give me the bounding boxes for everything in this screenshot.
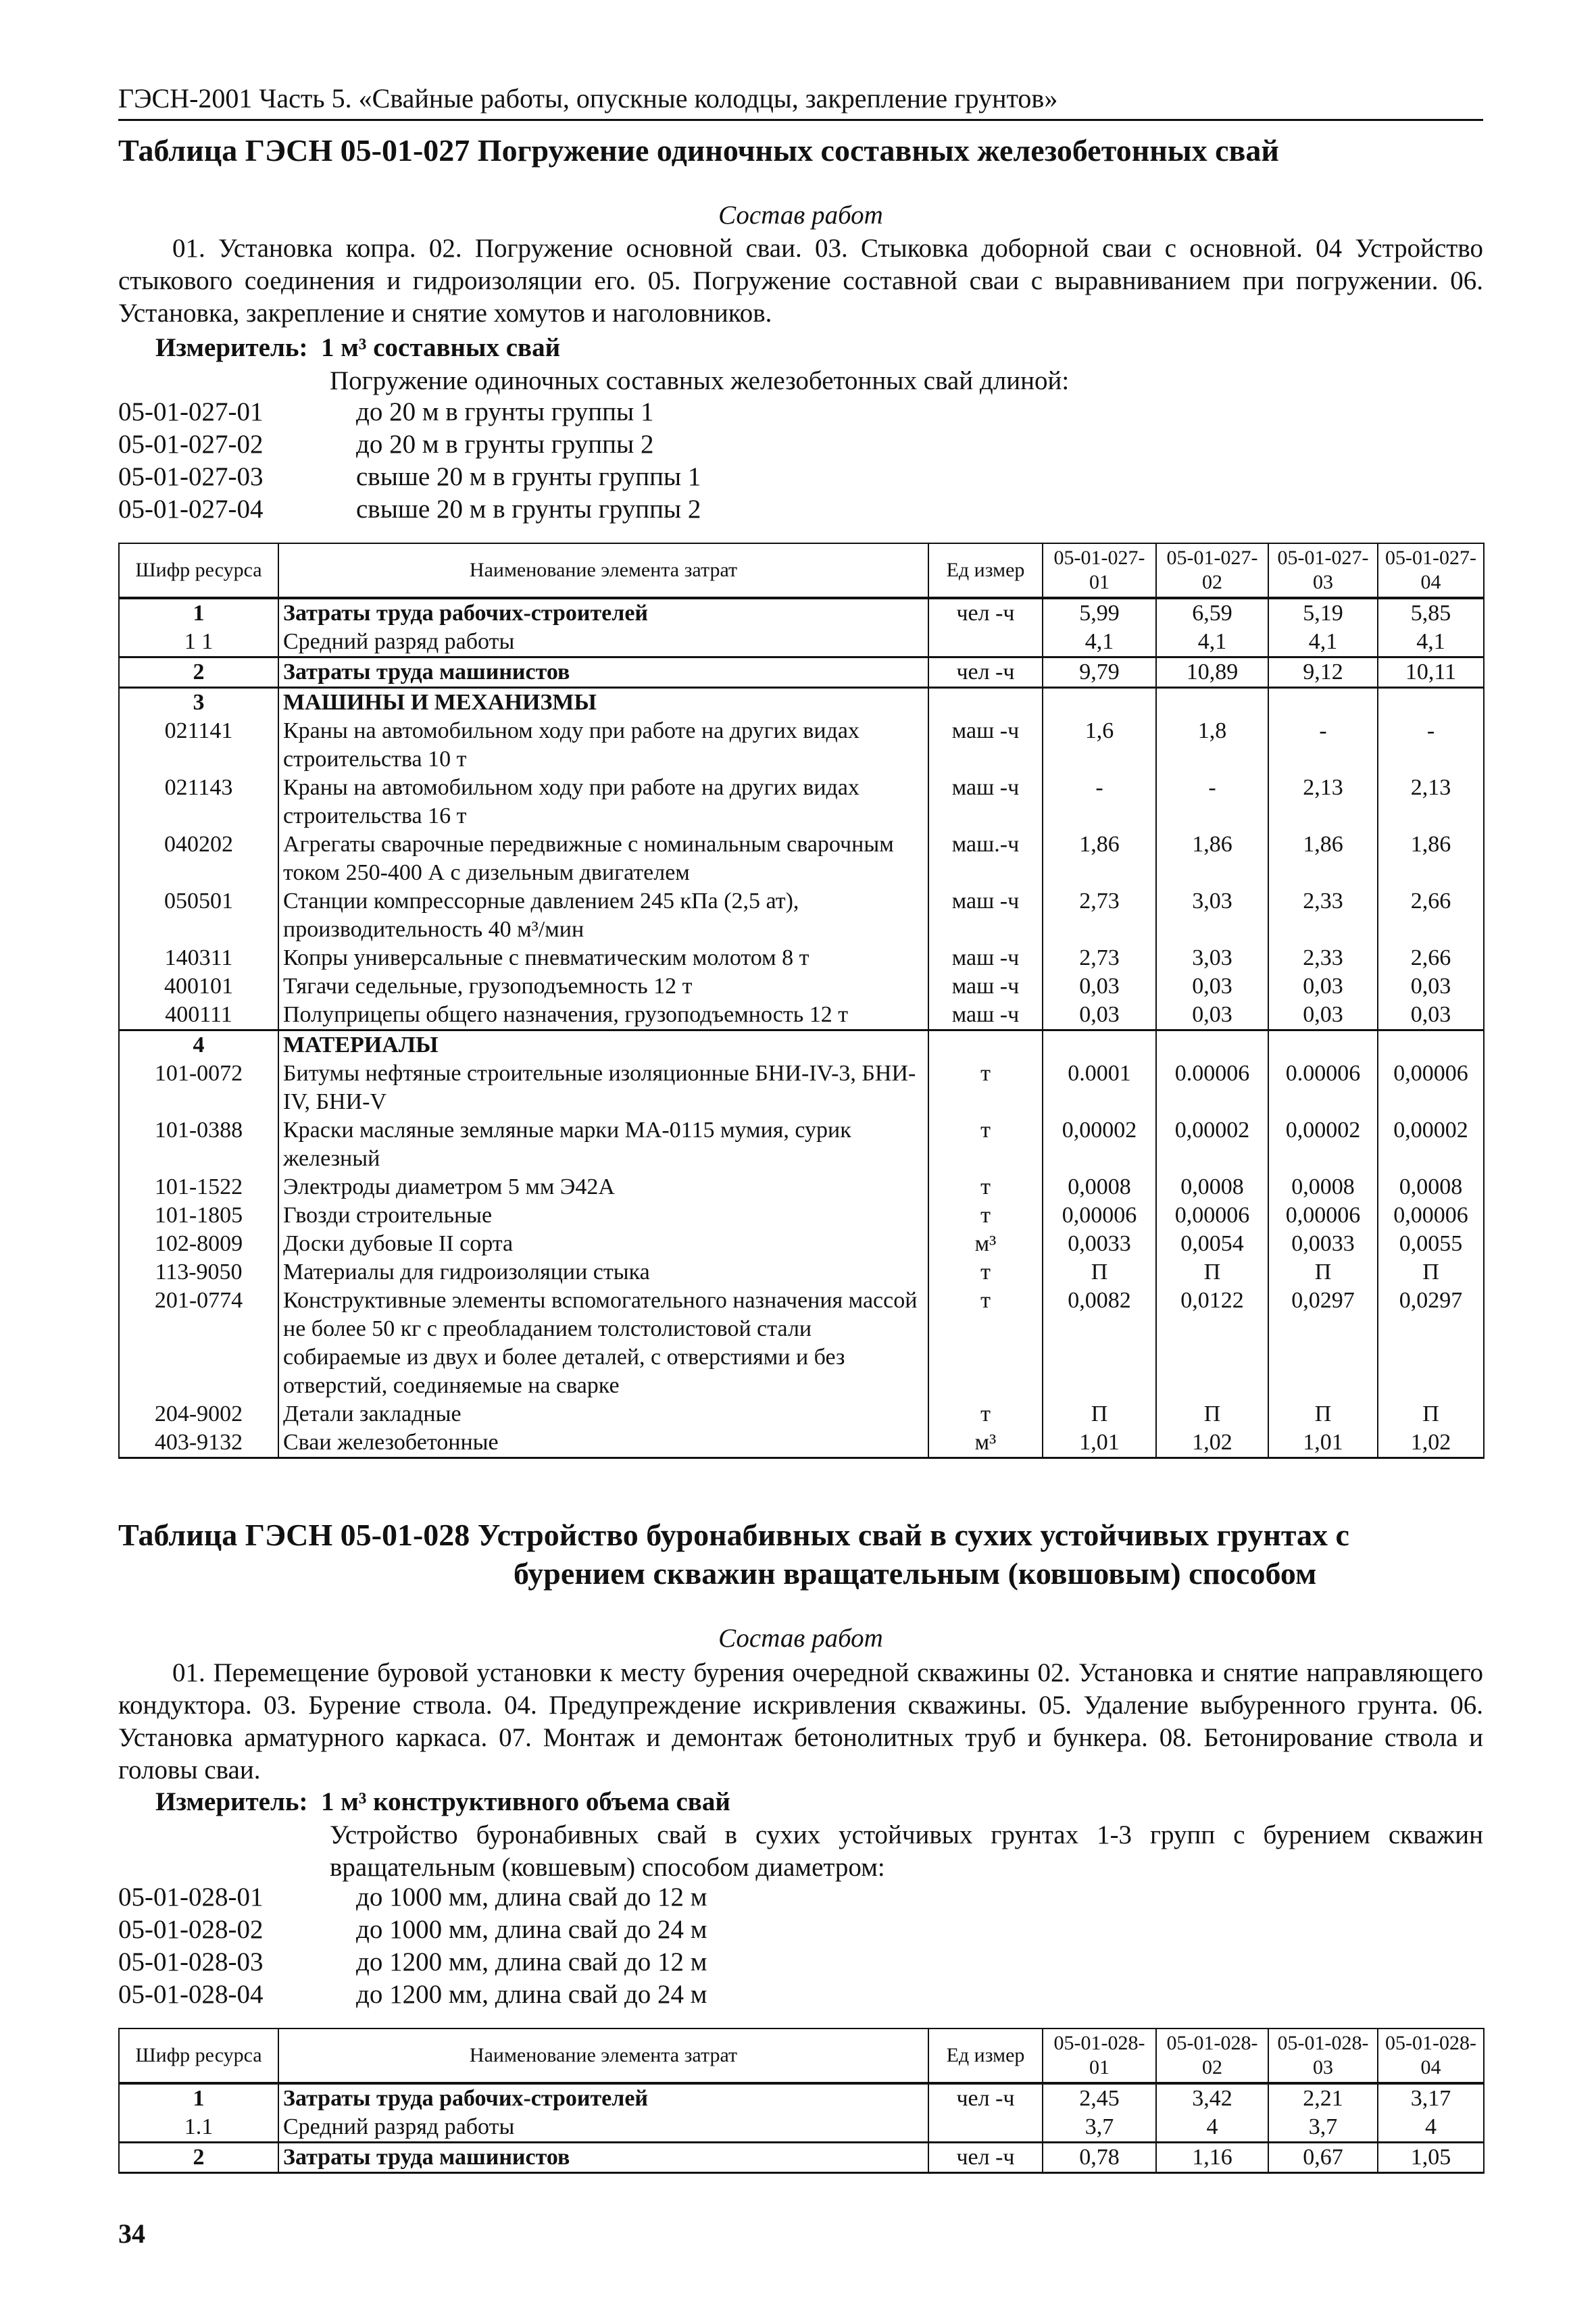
table-row xyxy=(119,1030,1484,1060)
table-row xyxy=(119,830,1484,887)
norm-value: 2,13 xyxy=(1268,774,1378,830)
resource-code: 102-8009 xyxy=(119,1230,278,1258)
table-row xyxy=(119,2083,1484,2113)
norm-value: 0,00006 xyxy=(1378,1201,1484,1230)
norm-value: 1,86 xyxy=(1268,830,1378,887)
code-list-item xyxy=(118,1881,707,1914)
table-row xyxy=(119,2143,1484,2173)
norm-value: 3,03 xyxy=(1156,944,1268,972)
column-header: Шифр ресурса xyxy=(119,543,278,598)
norm-value: 0,00002 xyxy=(1156,1116,1268,1173)
unit-of-measure: т xyxy=(928,1173,1043,1201)
norm-value: 0,00006 xyxy=(1043,1201,1156,1230)
norm-code: 05-01-028-02 xyxy=(118,1915,264,1944)
norm-value: 0,03 xyxy=(1156,1001,1268,1030)
norm-value: 1,05 xyxy=(1378,2143,1484,2173)
measure-value: 1 м³ составных свай xyxy=(320,333,561,362)
norm-code: 05-01-028-01 xyxy=(118,1883,264,1912)
norm-value: 0,00006 xyxy=(1268,1201,1378,1230)
resource-code: 4 xyxy=(119,1030,278,1060)
resource-name: Детали закладные xyxy=(278,1400,928,1428)
resource-name: Затраты труда машинистов xyxy=(278,657,928,688)
norm-value: 2,33 xyxy=(1268,887,1378,944)
table1-lead: Погружение одиночных составных железобетонных свай длиной: xyxy=(330,366,1070,395)
norm-value: 2,73 xyxy=(1043,944,1156,972)
norm-value: 1,6 xyxy=(1043,717,1156,774)
norm-value: П xyxy=(1268,1400,1378,1428)
norm-description: до 1000 мм, длина свай до 24 м xyxy=(356,1915,707,1944)
table2-work-text xyxy=(118,1657,1483,1787)
norm-value: 5,19 xyxy=(1268,598,1378,628)
norm-value: 0,67 xyxy=(1268,2143,1378,2173)
resource-code: 1.1 xyxy=(119,2113,278,2143)
table-header-row xyxy=(119,2028,1484,2083)
unit-of-measure: т xyxy=(928,1400,1043,1428)
norm-value: 0,0008 xyxy=(1043,1173,1156,1201)
norm-value: 1,8 xyxy=(1156,717,1268,774)
table1-title: Таблица ГЭСН 05-01-027 Погружение одиночных составных железобетонных свай xyxy=(118,133,1279,168)
norm-value: 1,86 xyxy=(1378,830,1484,887)
unit-of-measure: маш -ч xyxy=(928,1001,1043,1030)
resource-name: МАШИНЫ И МЕХАНИЗМЫ xyxy=(278,688,928,718)
table-row xyxy=(119,1201,1484,1230)
norm-value: 3,7 xyxy=(1268,2113,1378,2143)
resource-code: 101-1522 xyxy=(119,1173,278,1201)
table-row xyxy=(119,1428,1484,1458)
resource-name: Краны на автомобильном ходу при работе на других видах строительства 10 т xyxy=(278,717,928,774)
norm-value: 0,0008 xyxy=(1378,1173,1484,1201)
table-row xyxy=(119,688,1484,718)
code-list-item xyxy=(118,1978,707,2011)
norm-value: П xyxy=(1043,1400,1156,1428)
norm-value xyxy=(1156,1030,1268,1060)
norm-value: 0,0033 xyxy=(1268,1230,1378,1258)
column-header: 05-01-028-04 xyxy=(1378,2028,1484,2083)
unit-of-measure: т xyxy=(928,1258,1043,1287)
unit-of-measure: маш -ч xyxy=(928,887,1043,944)
norm-value: 2,66 xyxy=(1378,887,1484,944)
unit-of-measure: чел -ч xyxy=(928,657,1043,688)
norm-value: П xyxy=(1156,1400,1268,1428)
resource-name: Полуприцепы общего назначения, грузоподъемность 12 т xyxy=(278,1001,928,1030)
norm-value: 1,01 xyxy=(1268,1428,1378,1458)
unit-of-measure: т xyxy=(928,1287,1043,1400)
norm-value: П xyxy=(1268,1258,1378,1287)
table-row xyxy=(119,598,1484,628)
norm-value xyxy=(1378,1030,1484,1060)
norm-value: - xyxy=(1378,717,1484,774)
norm-description: свыше 20 м в грунты группы 2 xyxy=(356,495,701,524)
table-row xyxy=(119,1230,1484,1258)
unit-of-measure xyxy=(928,1030,1043,1060)
norm-value: 6,59 xyxy=(1156,598,1268,628)
column-header: 05-01-027-01 xyxy=(1043,543,1156,598)
norm-value: 0,0297 xyxy=(1378,1287,1484,1400)
unit-of-measure xyxy=(928,2113,1043,2143)
resource-code: 021143 xyxy=(119,774,278,830)
norm-value: 0,03 xyxy=(1156,972,1268,1001)
column-header: Наименование элемента затрат xyxy=(278,2028,928,2083)
norm-value: 0,03 xyxy=(1268,972,1378,1001)
unit-of-measure: м³ xyxy=(928,1230,1043,1258)
norm-value: 1,86 xyxy=(1043,830,1156,887)
unit-of-measure: т xyxy=(928,1060,1043,1116)
resource-name: Средний разряд работы xyxy=(278,628,928,657)
norm-value: 0,0082 xyxy=(1043,1287,1156,1400)
norm-value: 5,99 xyxy=(1043,598,1156,628)
norm-value: 0,00006 xyxy=(1378,1060,1484,1116)
table1-work-text xyxy=(118,232,1483,330)
norm-code: 05-01-027-04 xyxy=(118,495,264,524)
unit-of-measure: маш -ч xyxy=(928,944,1043,972)
norm-value: П xyxy=(1043,1258,1156,1287)
table1-work-heading: Состав работ xyxy=(718,201,883,230)
resource-name: Гвозди строительные xyxy=(278,1201,928,1230)
norm-value: П xyxy=(1156,1258,1268,1287)
norm-value xyxy=(1043,688,1156,718)
table-row xyxy=(119,628,1484,657)
norm-code: 05-01-027-03 xyxy=(118,462,264,491)
norm-value: 0,00002 xyxy=(1043,1116,1156,1173)
table2-code-list xyxy=(118,1881,707,2011)
column-header: Ед измер xyxy=(928,543,1043,598)
norm-value xyxy=(1156,688,1268,718)
norm-value: 2,45 xyxy=(1043,2083,1156,2113)
resource-code: 113-9050 xyxy=(119,1258,278,1287)
table-row xyxy=(119,1173,1484,1201)
resource-code: 1 xyxy=(119,2083,278,2113)
resource-name: Краны на автомобильном ходу при работе на других видах строительства 16 т xyxy=(278,774,928,830)
resource-name: Тягачи седельные, грузоподъемность 12 т xyxy=(278,972,928,1001)
norm-value: 4,1 xyxy=(1268,628,1378,657)
code-list-item xyxy=(118,1946,707,1978)
unit-of-measure: чел -ч xyxy=(928,2143,1043,2173)
resource-name: Средний разряд работы xyxy=(278,2113,928,2143)
norm-value: 0,03 xyxy=(1268,1001,1378,1030)
norm-value: 4 xyxy=(1156,2113,1268,2143)
resource-code: 3 xyxy=(119,688,278,718)
norm-value: 0,0122 xyxy=(1156,1287,1268,1400)
unit-of-measure: чел -ч xyxy=(928,598,1043,628)
column-header: 05-01-027-03 xyxy=(1268,543,1378,598)
resource-name: Станции компрессорные давлением 245 кПа (2,5 ат), производительность 40 м³/мин xyxy=(278,887,928,944)
norm-description: свыше 20 м в грунты группы 1 xyxy=(356,462,701,491)
norm-value: 2,66 xyxy=(1378,944,1484,972)
resource-name: Затраты труда рабочих-строителей xyxy=(278,598,928,628)
unit-of-measure: маш -ч xyxy=(928,717,1043,774)
resource-code: 101-1805 xyxy=(119,1201,278,1230)
table-row xyxy=(119,2113,1484,2143)
resource-code: 1 1 xyxy=(119,628,278,657)
table1-resources xyxy=(118,543,1485,1459)
norm-value: 0,0033 xyxy=(1043,1230,1156,1258)
resource-name: Электроды диаметром 5 мм Э42А xyxy=(278,1173,928,1201)
norm-value: 0,0055 xyxy=(1378,1230,1484,1258)
resource-code: 204-9002 xyxy=(119,1400,278,1428)
norm-value: 3,17 xyxy=(1378,2083,1484,2113)
norm-value: 0,00002 xyxy=(1378,1116,1484,1173)
norm-value: 0,0297 xyxy=(1268,1287,1378,1400)
resource-code: 201-0774 xyxy=(119,1287,278,1400)
column-header: 05-01-028-03 xyxy=(1268,2028,1378,2083)
resource-code: 040202 xyxy=(119,830,278,887)
resource-name: Доски дубовые II сорта xyxy=(278,1230,928,1258)
norm-value: 0,03 xyxy=(1043,972,1156,1001)
resource-code: 400111 xyxy=(119,1001,278,1030)
unit-of-measure: м³ xyxy=(928,1428,1043,1458)
code-list-item xyxy=(118,1914,707,1946)
table-row xyxy=(119,944,1484,972)
resource-code: 2 xyxy=(119,2143,278,2173)
table-row xyxy=(119,774,1484,830)
unit-of-measure: маш.-ч xyxy=(928,830,1043,887)
resource-code: 101-0388 xyxy=(119,1116,278,1173)
norm-value: 4,1 xyxy=(1043,628,1156,657)
table-row xyxy=(119,1400,1484,1428)
norm-value: - xyxy=(1043,774,1156,830)
column-header: Ед измер xyxy=(928,2028,1043,2083)
norm-value: 9,79 xyxy=(1043,657,1156,688)
norm-code: 05-01-027-01 xyxy=(118,397,264,426)
unit-of-measure xyxy=(928,628,1043,657)
norm-description: до 1200 мм, длина свай до 12 м xyxy=(356,1947,707,1976)
column-header: 05-01-028-02 xyxy=(1156,2028,1268,2083)
resource-name: Битумы нефтяные строительные изоляционные БНИ-IV-3, БНИ-IV, БНИ-V xyxy=(278,1060,928,1116)
measure-value: 1 м³ конструктивного объема свай xyxy=(320,1787,730,1816)
norm-value: - xyxy=(1268,717,1378,774)
column-header: 05-01-027-04 xyxy=(1378,543,1484,598)
norm-description: до 1000 мм, длина свай до 12 м xyxy=(356,1883,707,1912)
table1-code-list xyxy=(118,396,701,526)
norm-value: 3,7 xyxy=(1043,2113,1156,2143)
norm-value: 4 xyxy=(1378,2113,1484,2143)
norm-value: 2,13 xyxy=(1378,774,1484,830)
norm-value xyxy=(1268,1030,1378,1060)
norm-value: 0.00006 xyxy=(1268,1060,1378,1116)
unit-of-measure: маш -ч xyxy=(928,774,1043,830)
measure-label: Измеритель: xyxy=(155,333,308,362)
norm-value: 0.00006 xyxy=(1156,1060,1268,1116)
resource-name: Конструктивные элементы вспомогательного назначения массой не более 50 кг с преобладанием толстолистовой стали собираемые из двух и более деталей, с отверстиями и без отверстий, соединяемые на сварке xyxy=(278,1287,928,1400)
column-header: 05-01-028-01 xyxy=(1043,2028,1156,2083)
resource-code: 1 xyxy=(119,598,278,628)
norm-value: 0,0008 xyxy=(1156,1173,1268,1201)
measure-label: Измеритель: xyxy=(155,1787,308,1816)
resource-name: Агрегаты сварочные передвижные с номинальным сварочным током 250-400 А с дизельным двигателем xyxy=(278,830,928,887)
column-header: Наименование элемента затрат xyxy=(278,543,928,598)
norm-value: 0,00002 xyxy=(1268,1116,1378,1173)
table-row xyxy=(119,717,1484,774)
resource-name: Затраты труда машинистов xyxy=(278,2143,928,2173)
norm-code: 05-01-028-03 xyxy=(118,1947,264,1976)
norm-value: - xyxy=(1156,774,1268,830)
running-header: ГЭСН-2001 Часть 5. «Свайные работы, опускные колодцы, закрепление грунтов» xyxy=(118,83,1058,114)
resource-name: Материалы для гидроизоляции стыка xyxy=(278,1258,928,1287)
norm-value xyxy=(1043,1030,1156,1060)
resource-name: Сваи железобетонные xyxy=(278,1428,928,1458)
norm-value: 1,86 xyxy=(1156,830,1268,887)
norm-value: 0,03 xyxy=(1378,972,1484,1001)
norm-value: 0,03 xyxy=(1378,1001,1484,1030)
column-header: Шифр ресурса xyxy=(119,2028,278,2083)
norm-value: 0,00006 xyxy=(1156,1201,1268,1230)
table-row xyxy=(119,1116,1484,1173)
norm-value: 4,1 xyxy=(1156,628,1268,657)
resource-code: 403-9132 xyxy=(119,1428,278,1458)
norm-value: 10,89 xyxy=(1156,657,1268,688)
norm-value: 0.0001 xyxy=(1043,1060,1156,1116)
table2-title-line1: Таблица ГЭСН 05-01-028 Устройство буронабивных свай в сухих устойчивых грунтах с xyxy=(118,1518,1349,1552)
page-number: 34 xyxy=(118,2218,145,2249)
norm-value: 0,78 xyxy=(1043,2143,1156,2173)
norm-value: 1,02 xyxy=(1156,1428,1268,1458)
norm-value xyxy=(1378,688,1484,718)
table2-lead: Устройство буронабивных свай в сухих устойчивых грунтах 1-3 групп с бурением скважин вращательным (ковшевым) способом диаметром: xyxy=(330,1820,1483,1882)
norm-value xyxy=(1268,688,1378,718)
norm-code: 05-01-027-02 xyxy=(118,430,264,459)
resource-name: МАТЕРИАЛЫ xyxy=(278,1030,928,1060)
resource-code: 2 xyxy=(119,657,278,688)
norm-value: 9,12 xyxy=(1268,657,1378,688)
table2-work-heading: Состав работ xyxy=(718,1624,883,1653)
resource-code: 021141 xyxy=(119,717,278,774)
table-row xyxy=(119,1287,1484,1400)
code-list-item xyxy=(118,396,701,428)
norm-value: 4,1 xyxy=(1378,628,1484,657)
table-row xyxy=(119,887,1484,944)
norm-value: П xyxy=(1378,1400,1484,1428)
norm-value: 0,03 xyxy=(1043,1001,1156,1030)
table2-resources xyxy=(118,2028,1485,2174)
norm-code: 05-01-028-04 xyxy=(118,1980,264,2009)
norm-value: 2,21 xyxy=(1268,2083,1378,2113)
norm-value: 3,42 xyxy=(1156,2083,1268,2113)
norm-description: до 20 м в грунты группы 2 xyxy=(356,430,654,459)
code-list-item xyxy=(118,461,701,493)
work-text: 01. Установка копра. 02. Погружение основной сваи. 03. Стыковка доборной сваи с основной. 04 Устройство стыкового соединения и гидроизоляции его. 05. Погружение составной сваи с выравниванием при погружении. 06. Установка, закрепление и снятие хомутов и наголовников. xyxy=(118,234,1483,328)
norm-description: до 20 м в грунты группы 1 xyxy=(356,397,654,426)
resource-name: Копры универсальные с пневматическим молотом 8 т xyxy=(278,944,928,972)
header-divider xyxy=(118,119,1483,121)
norm-value: 5,85 xyxy=(1378,598,1484,628)
code-list-item xyxy=(118,428,701,461)
resource-code: 400101 xyxy=(119,972,278,1001)
unit-of-measure xyxy=(928,688,1043,718)
table-header-row xyxy=(119,543,1484,598)
table-row xyxy=(119,1001,1484,1030)
norm-value: 10,11 xyxy=(1378,657,1484,688)
unit-of-measure: т xyxy=(928,1201,1043,1230)
code-list-item xyxy=(118,493,701,526)
work-text: 01. Перемещение буровой установки к месту бурения очередной скважины 02. Установка и снятие направляющего кондуктора. 03. Бурение ствола. 04. Предупреждение искривления скважины. 05. Удаление выбуренного грунта. 06. Установка арматурного каркаса. 07. Монтаж и демонтаж бетонолитных труб и бункера. 08. Бетонирование ствола и головы сваи. xyxy=(118,1658,1483,1785)
table2-measure xyxy=(155,1787,730,1817)
unit-of-measure: маш -ч xyxy=(928,972,1043,1001)
table-row xyxy=(119,657,1484,688)
table1-measure xyxy=(155,332,560,363)
norm-value: 0,0054 xyxy=(1156,1230,1268,1258)
unit-of-measure: чел -ч xyxy=(928,2083,1043,2113)
column-header: 05-01-027-02 xyxy=(1156,543,1268,598)
norm-value: 1,01 xyxy=(1043,1428,1156,1458)
table-row xyxy=(119,972,1484,1001)
norm-value: 2,33 xyxy=(1268,944,1378,972)
norm-value: 0,0008 xyxy=(1268,1173,1378,1201)
resource-code: 140311 xyxy=(119,944,278,972)
resource-code: 101-0072 xyxy=(119,1060,278,1116)
norm-value: П xyxy=(1378,1258,1484,1287)
table-row xyxy=(119,1060,1484,1116)
unit-of-measure: т xyxy=(928,1116,1043,1173)
norm-value: 1,16 xyxy=(1156,2143,1268,2173)
norm-value: 3,03 xyxy=(1156,887,1268,944)
norm-description: до 1200 мм, длина свай до 24 м xyxy=(356,1980,707,2009)
norm-value: 1,02 xyxy=(1378,1428,1484,1458)
table2-title-line2: бурением скважин вращательным (ковшовым) способом xyxy=(514,1556,1317,1591)
table-row xyxy=(119,1258,1484,1287)
norm-value: 2,73 xyxy=(1043,887,1156,944)
resource-name: Краски масляные земляные марки МА-0115 мумия, сурик железный xyxy=(278,1116,928,1173)
resource-name: Затраты труда рабочих-строителей xyxy=(278,2083,928,2113)
resource-code: 050501 xyxy=(119,887,278,944)
